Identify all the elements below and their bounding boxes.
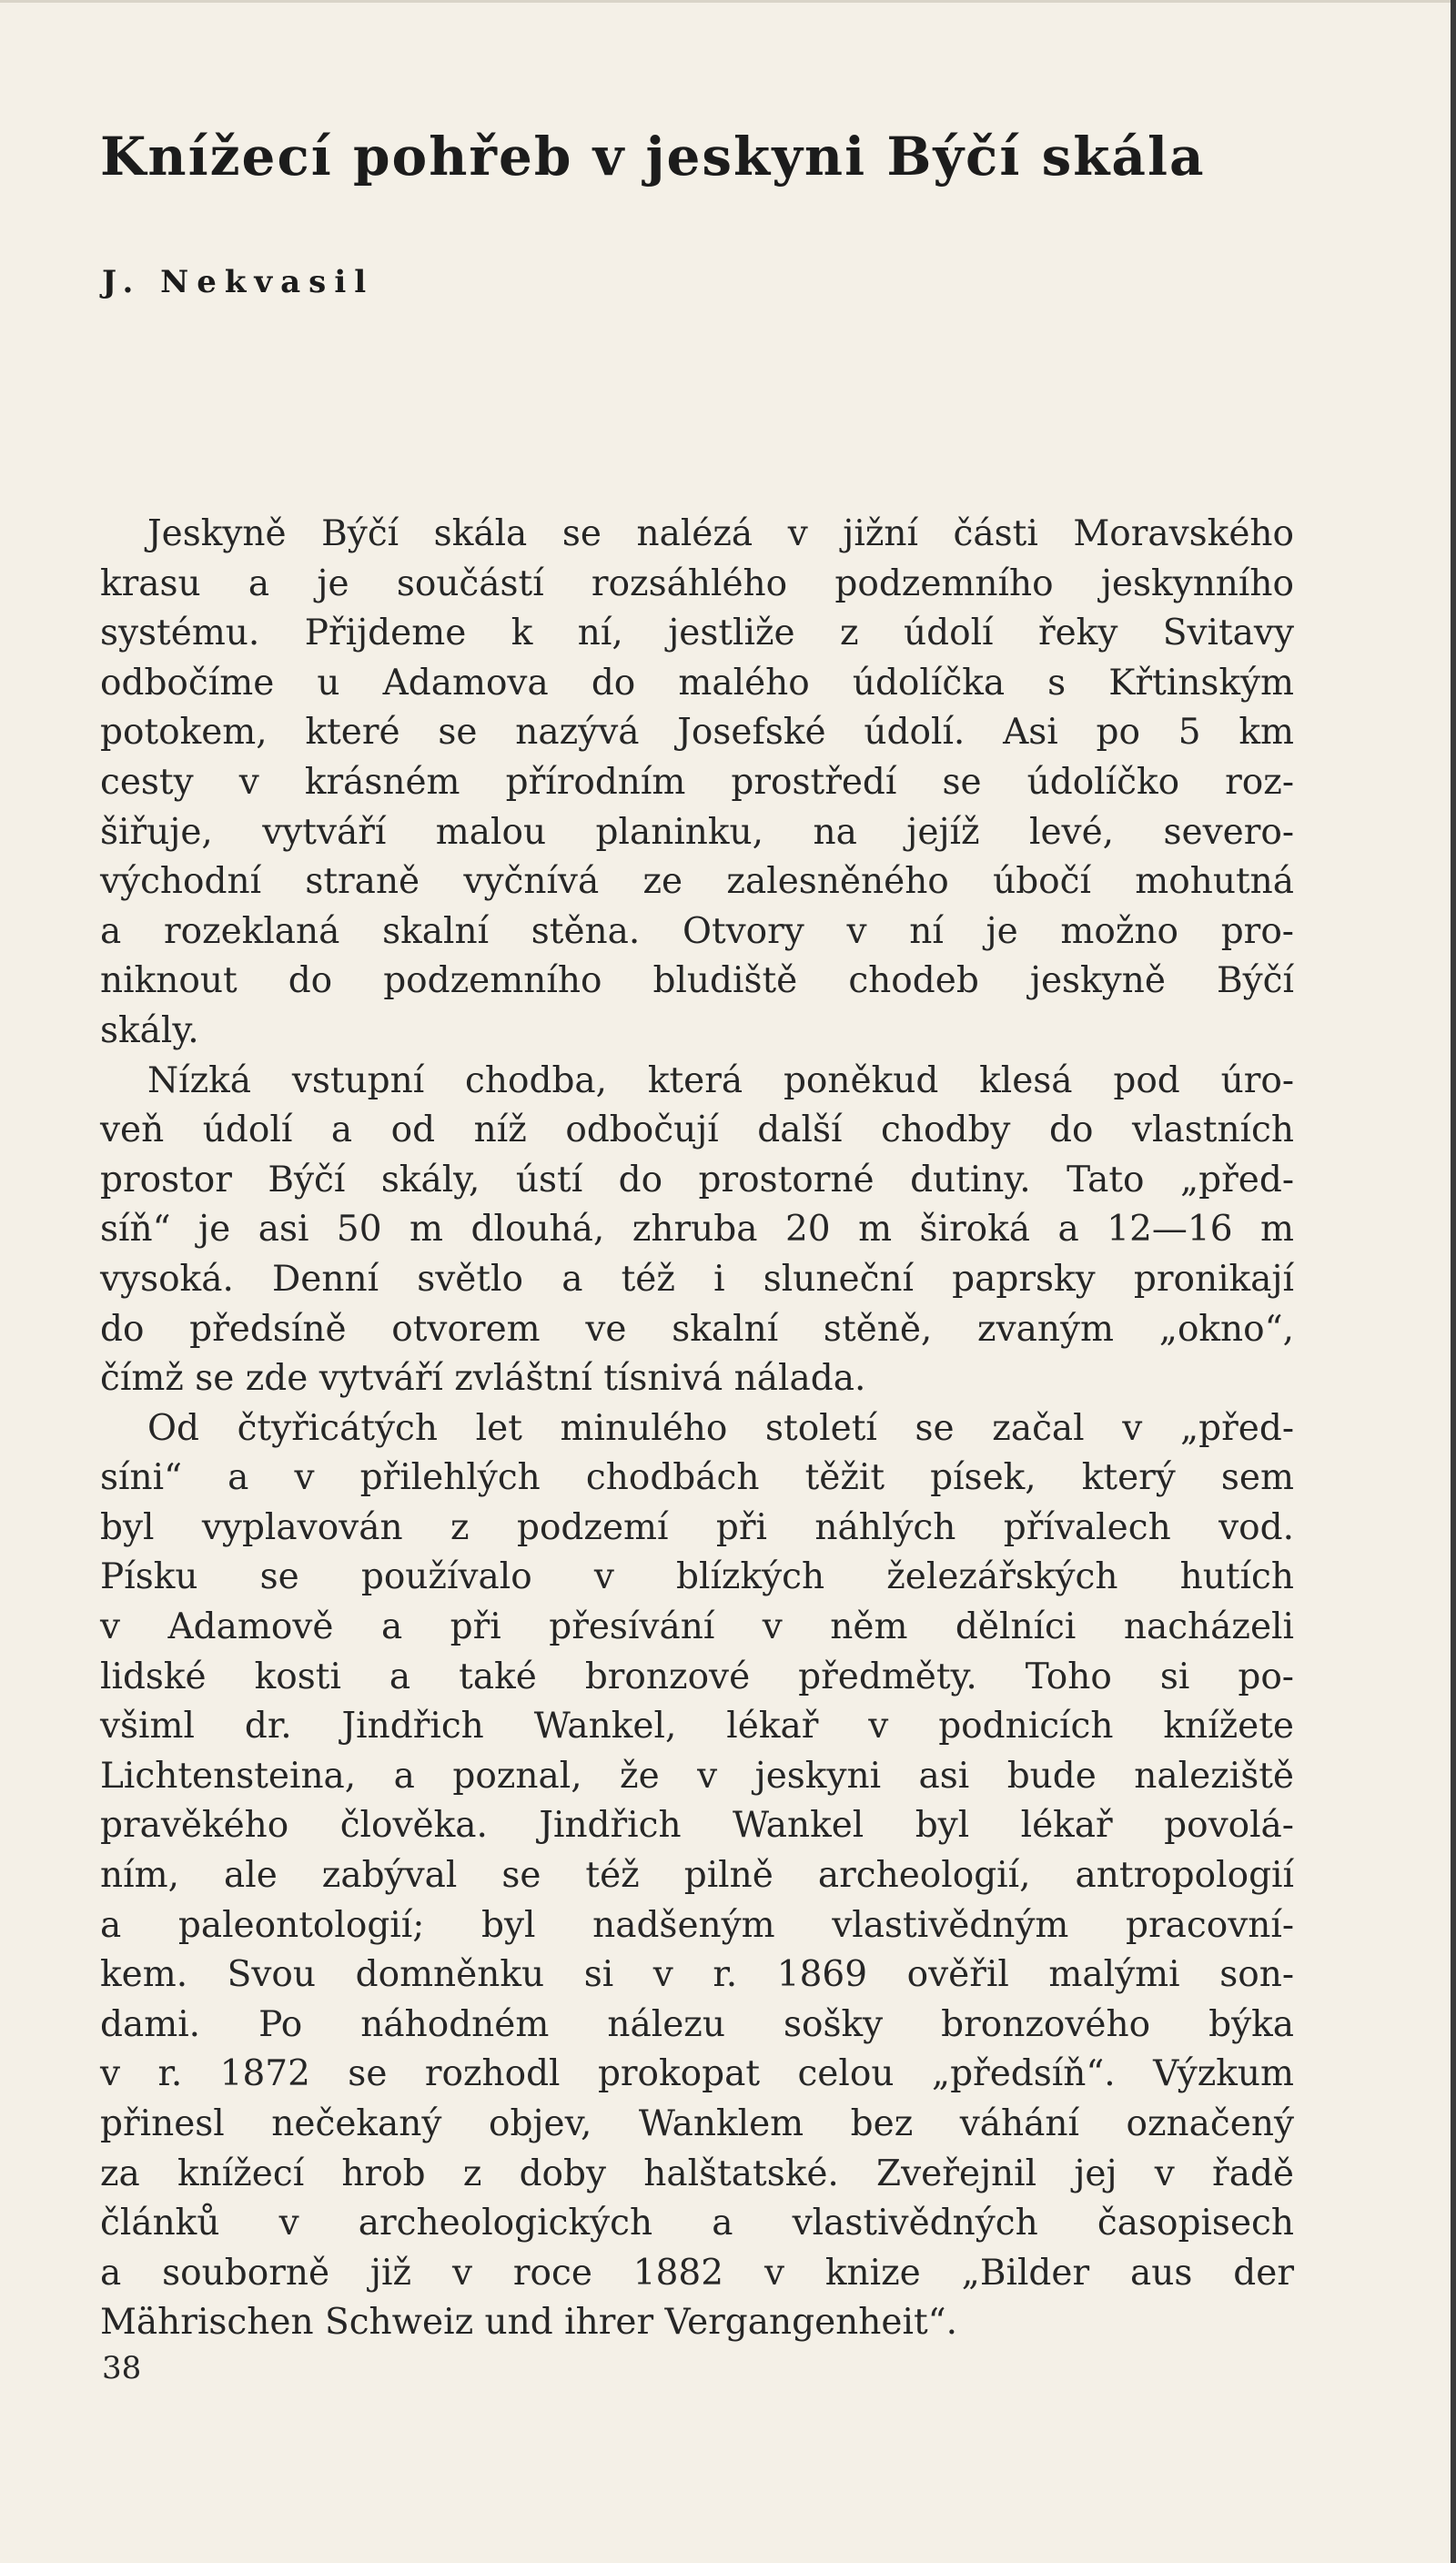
body-line: Nízká vstupní chodba, která poněkud klesá pod úro- [147,1059,1294,1101]
body-line: Písku se používalo v blízkých železářských hutích [100,1556,1294,1598]
article-title: Knížecí pohřeb v jeskyni Býčí skála [100,126,1206,187]
body-line: a rozeklaná skalní stěna. Otvory v ní je možno pro- [100,910,1294,952]
body-line: prostor Býčí skály, ústí do prostorné dutiny. Tato „před- [100,1159,1294,1200]
body-line: čímž se zde vytváří zvláštní tísnivá nálada. [100,1358,866,1400]
body-line: přinesl nečekaný objev, Wanklem bez váhání označený [100,2103,1294,2144]
body-line: dami. Po náhodném nálezu sošky bronzového býka [100,2003,1294,2045]
body-line: lidské kosti a také bronzové předměty. Toho si po- [100,1656,1294,1697]
body-line: systému. Přijdeme k ní, jestliže z údolí řeky Svitavy [100,613,1294,654]
body-line: byl vyplavován z podzemí při náhlých přívalech vod. [100,1506,1294,1548]
body-line: krasu a je součástí rozsáhlého podzemního jeskynního [100,562,1294,604]
body-line: Lichtensteina, a poznal, že v jeskyni asi bude naleziště [100,1755,1294,1797]
article-body [100,510,1294,2348]
body-line: skály. [100,1009,199,1051]
body-line: vysoká. Denní světlo a též i sluneční paprsky pronikají [100,1258,1294,1300]
body-line: pravěkého člověka. Jindřich Wankel byl lékař povolá- [100,1805,1294,1847]
body-line: ním, ale zabýval se též pilně archeologií, antropologií [100,1855,1294,1897]
body-line: síni“ a v přilehlých chodbách těžit písek, který sem [100,1457,1294,1499]
body-line: všiml dr. Jindřich Wankel, lékař v podnicích knížete [100,1706,1294,1748]
body-line: odbočíme u Adamova do malého údolíčka s Křtinským [100,662,1294,704]
body-line: potokem, které se nazývá Josefské údolí. Asi po 5 km [100,712,1294,754]
body-line: veň údolí a od níž odbočují další chodby do vlastních [100,1109,1294,1151]
body-line: do předsíně otvorem ve skalní stěně, zvaným „okno“, [100,1308,1294,1350]
body-line: kem. Svou domněnku si v r. 1869 ověřil malými son- [100,1954,1294,1996]
body-line: Od čtyřicátých let minulého století se začal v „před- [147,1407,1294,1449]
body-line: východní straně vyčnívá ze zalesněného úbočí mohutná [100,861,1294,903]
page-number: 38 [102,2350,142,2386]
body-line: a souborně již v roce 1882 v knize „Bilder aus der [100,2252,1294,2294]
body-line: a paleontologií; byl nadšeným vlastivědným pracovní- [100,1904,1294,1946]
page-edge-top [0,0,1456,3]
body-line: v r. 1872 se rozhodl prokopat celou „předsíň“. Výzkum [100,2053,1294,2095]
body-line: Jeskyně Býčí skála se nalézá v jižní části Moravského [147,513,1294,554]
body-line: niknout do podzemního bludiště chodeb jeskyně Býčí [100,960,1294,1002]
body-line: za knížecí hrob z doby halštatské. Zveřejnil jej v řadě [100,2153,1294,2194]
page-edge-right [1451,0,1456,2563]
article-author: J. Nekvasil [102,264,375,300]
body-line: v Adamově a při přesívání v něm dělníci nacházeli [100,1606,1294,1648]
body-line: článků v archeologických a vlastivědných časopisech [100,2203,1294,2244]
body-line: Mährischen Schweiz und ihrer Vergangenheit“. [100,2302,957,2344]
body-line: síň“ je asi 50 m dlouhá, zhruba 20 m široká a 12—16 m [100,1209,1294,1251]
body-line: šiřuje, vytváří malou planinku, na jejíž levé, severo- [100,811,1294,853]
body-line: cesty v krásném přírodním prostředí se údolíčko roz- [100,761,1294,803]
